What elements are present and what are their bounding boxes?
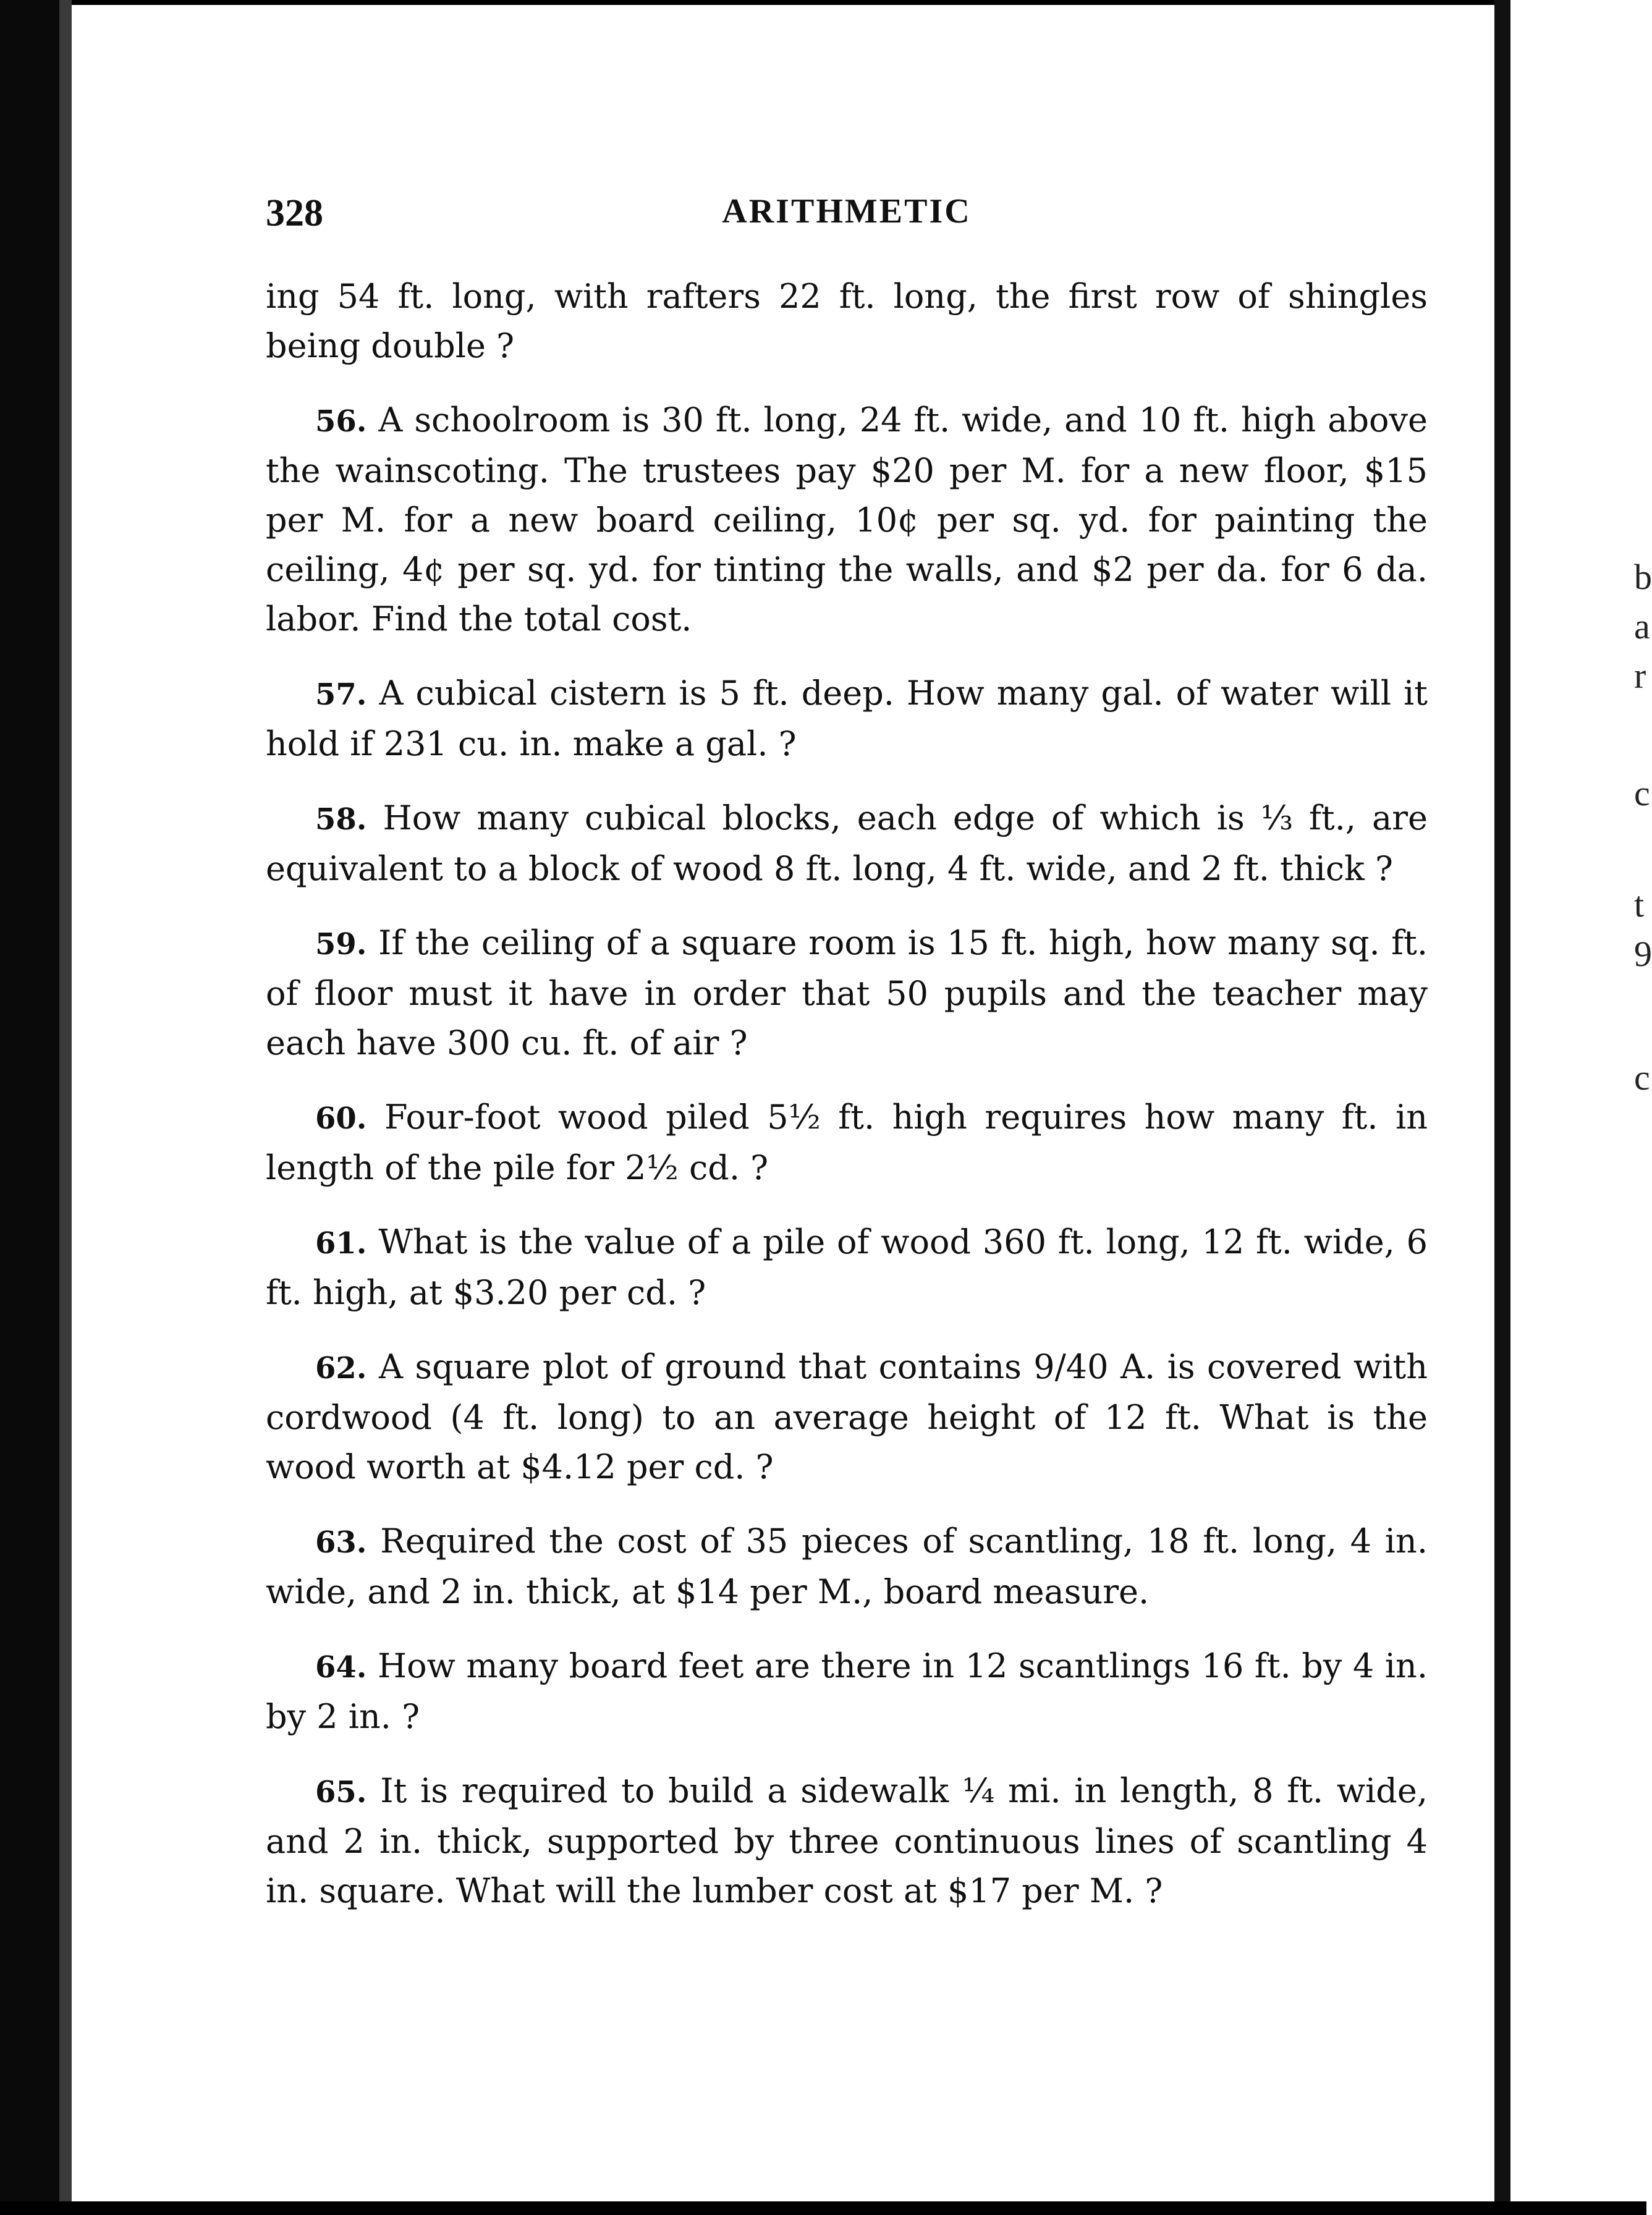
problem-62 — [266, 1342, 1428, 1492]
facing-page-fragment: c — [1634, 773, 1650, 813]
facing-page-fragment: b — [1634, 557, 1652, 597]
problem-64 — [266, 1641, 1428, 1742]
problem-number: 65. — [315, 1775, 367, 1810]
problem-text: How many cubical blocks, each edge of which is ⅓ ft., are equivalent to a block of wood 8 ft. long, 4 ft. wide, and 2 ft. thick ? — [266, 798, 1428, 888]
problem-text: It is required to build a sidewalk ¼ mi. in length, 8 ft. wide, and 2 in. thick, supported by three continuous lines of scantling 4 in. square. What will the lumber cost at $17 per M. ? — [266, 1771, 1428, 1910]
problem-61 — [266, 1218, 1428, 1318]
problem-number: 56. — [315, 404, 367, 439]
problem-text: If the ceiling of a square room is 15 ft. high, how many sq. ft. of floor must it have in order that 50 pupils and the teacher may each have 300 cu. ft. of air ? — [266, 923, 1428, 1062]
page-header — [266, 185, 1428, 247]
problem-text: A square plot of ground that contains 9/40 A. is covered with cordwood (4 ft. long) to an average height of 12 ft. What is the wood worth at $4.12 per cd. ? — [266, 1347, 1428, 1486]
problem-text: Four-foot wood piled 5½ ft. high requires how many ft. in length of the pile for 2½ cd. ? — [266, 1098, 1428, 1187]
page-number: 328 — [266, 192, 323, 234]
scan-border-top — [0, 0, 1646, 5]
book-page — [266, 185, 1428, 1916]
problem-57 — [266, 669, 1428, 769]
problem-text: How many board feet are there in 12 scantlings 16 ft. by 4 in. by 2 in. ? — [266, 1646, 1428, 1736]
facing-page-fragment: r — [1634, 656, 1646, 696]
facing-page-fragment: c — [1634, 1057, 1650, 1098]
problem-number: 57. — [315, 677, 367, 712]
problem-text: A cubical cistern is 5 ft. deep. How many gal. of water will it hold if 231 cu. in. make a gal. ? — [266, 674, 1428, 763]
problem-text: A schoolroom is 30 ft. long, 24 ft. wide, and 10 ft. high above the wainscoting. The trustees pay $20 per M. for a new floor, $15 per M. for a new board ceiling, 10¢ per sq. yd. for painting the ceiling, 4¢ per sq. yd. for tinting the walls, and $2 per da. for 6 da. labor. Find the total cost. — [266, 400, 1428, 638]
facing-page-fragment: 9 — [1634, 934, 1652, 974]
continued-text: ing 54 ft. long, with rafters 22 ft. long, the first row of shingles being double ? — [266, 277, 1428, 365]
problem-number: 60. — [315, 1101, 367, 1136]
facing-page-fragment: a — [1634, 606, 1650, 646]
book-binding — [59, 0, 72, 2215]
problem-63 — [266, 1517, 1428, 1617]
problem-number: 58. — [315, 802, 367, 837]
problem-number: 61. — [315, 1226, 367, 1261]
problem-number: 64. — [315, 1650, 367, 1685]
scan-border-left — [0, 0, 59, 2215]
problem-56 — [266, 396, 1428, 644]
problem-58 — [266, 794, 1428, 894]
running-head: ARITHMETIC — [722, 192, 972, 231]
facing-page-edge — [1510, 0, 1652, 2215]
problem-number: 62. — [315, 1351, 367, 1386]
problem-59 — [266, 918, 1428, 1068]
page-gutter — [1494, 0, 1510, 2215]
problem-text: Required the cost of 35 pieces of scantling, 18 ft. long, 4 in. wide, and 2 in. thick, at $14 per M., board measure. — [266, 1522, 1428, 1611]
facing-page-fragment: t — [1634, 884, 1645, 925]
problem-65 — [266, 1766, 1428, 1916]
problem-number: 63. — [315, 1525, 367, 1560]
problem-text: What is the value of a pile of wood 360 ft. long, 12 ft. wide, 6 ft. high, at $3.20 per cd. ? — [266, 1222, 1428, 1312]
problem-number: 59. — [315, 927, 367, 962]
scan-border-bottom — [0, 2201, 1646, 2215]
problem-60 — [266, 1093, 1428, 1193]
